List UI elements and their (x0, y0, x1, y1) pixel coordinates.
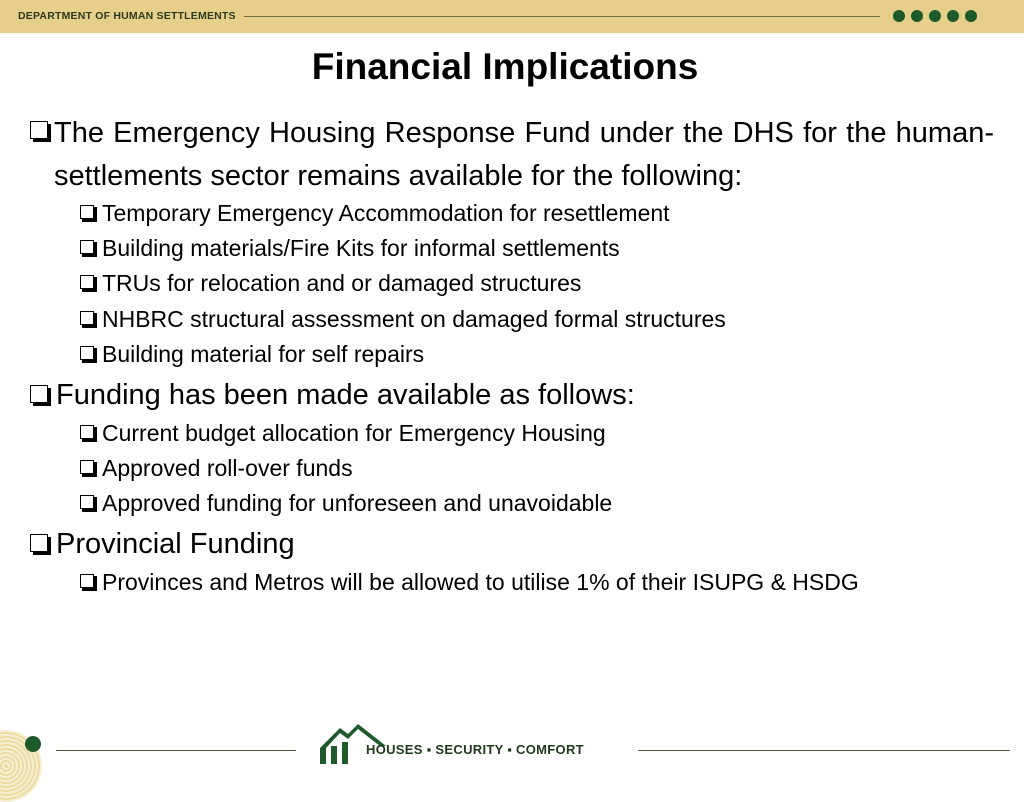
checkbox-bullet-icon (30, 121, 56, 145)
checkbox-bullet-icon (80, 205, 102, 225)
dot-icon (25, 736, 41, 752)
sub-bullet-item (80, 569, 859, 596)
sub-bullet-item (80, 235, 620, 262)
header-rule (244, 16, 880, 17)
footer-rule-left (56, 750, 296, 751)
dot-icon (965, 10, 977, 22)
dot-icon (947, 10, 959, 22)
bullet-item (30, 379, 635, 417)
sub-bullet-text: NHBRC structural assessment on damaged formal structures (102, 306, 726, 332)
bullet-text: Provincial Funding (56, 528, 295, 560)
sub-bullet-text: Building materials/Fire Kits for informal settlements (102, 235, 620, 261)
header-dots (893, 10, 977, 22)
footer-tagline: HOUSES ▪ SECURITY ▪ COMFORT (366, 742, 584, 757)
dot-icon (929, 10, 941, 22)
sub-bullet-text: Approved roll-over funds (102, 455, 353, 481)
checkbox-bullet-icon (80, 574, 102, 594)
checkbox-bullet-icon (80, 495, 102, 515)
department-name: DEPARTMENT OF HUMAN SETTLEMENTS (18, 10, 236, 22)
dot-icon (911, 10, 923, 22)
bullet-text: The Emergency Housing Response Fund under the DHS for the human-settlements sector remains available for the following: (54, 117, 994, 192)
sub-bullet-text: Temporary Emergency Accommodation for resettlement (102, 200, 670, 226)
checkbox-bullet-icon (80, 240, 102, 260)
sub-bullet-text: Approved funding for unforeseen and unavoidable (102, 490, 613, 516)
sub-bullet-item (80, 455, 353, 482)
checkbox-bullet-icon (80, 346, 102, 366)
checkbox-bullet-icon (80, 275, 102, 295)
bullet-text: Funding has been made available as follows: (56, 379, 635, 411)
sub-bullet-text: TRUs for relocation and or damaged structures (102, 270, 582, 296)
sub-bullet-text: Building material for self repairs (102, 341, 425, 367)
sub-bullet-item (80, 270, 582, 297)
dot-icon (893, 10, 905, 22)
checkbox-bullet-icon (80, 425, 102, 445)
sub-bullet-text: Current budget allocation for Emergency Housing (102, 420, 606, 446)
checkbox-bullet-icon (30, 534, 56, 558)
bullet-item (30, 118, 56, 145)
bullet-item (30, 528, 295, 566)
sub-bullet-item (80, 420, 606, 447)
sub-bullet-item (80, 306, 726, 333)
checkbox-bullet-icon (80, 311, 102, 331)
footer-rule-right (638, 750, 1010, 751)
sub-bullet-text: Provinces and Metros will be allowed to utilise 1% of their ISUPG & HSDG (102, 569, 859, 595)
checkbox-bullet-icon (80, 460, 102, 480)
header-band (0, 0, 1024, 33)
slide-title: Financial Implications (311, 46, 699, 87)
sub-bullet-item (80, 200, 670, 227)
checkbox-bullet-icon (30, 385, 56, 409)
sub-bullet-item (80, 490, 613, 517)
sub-bullet-item (80, 341, 425, 368)
